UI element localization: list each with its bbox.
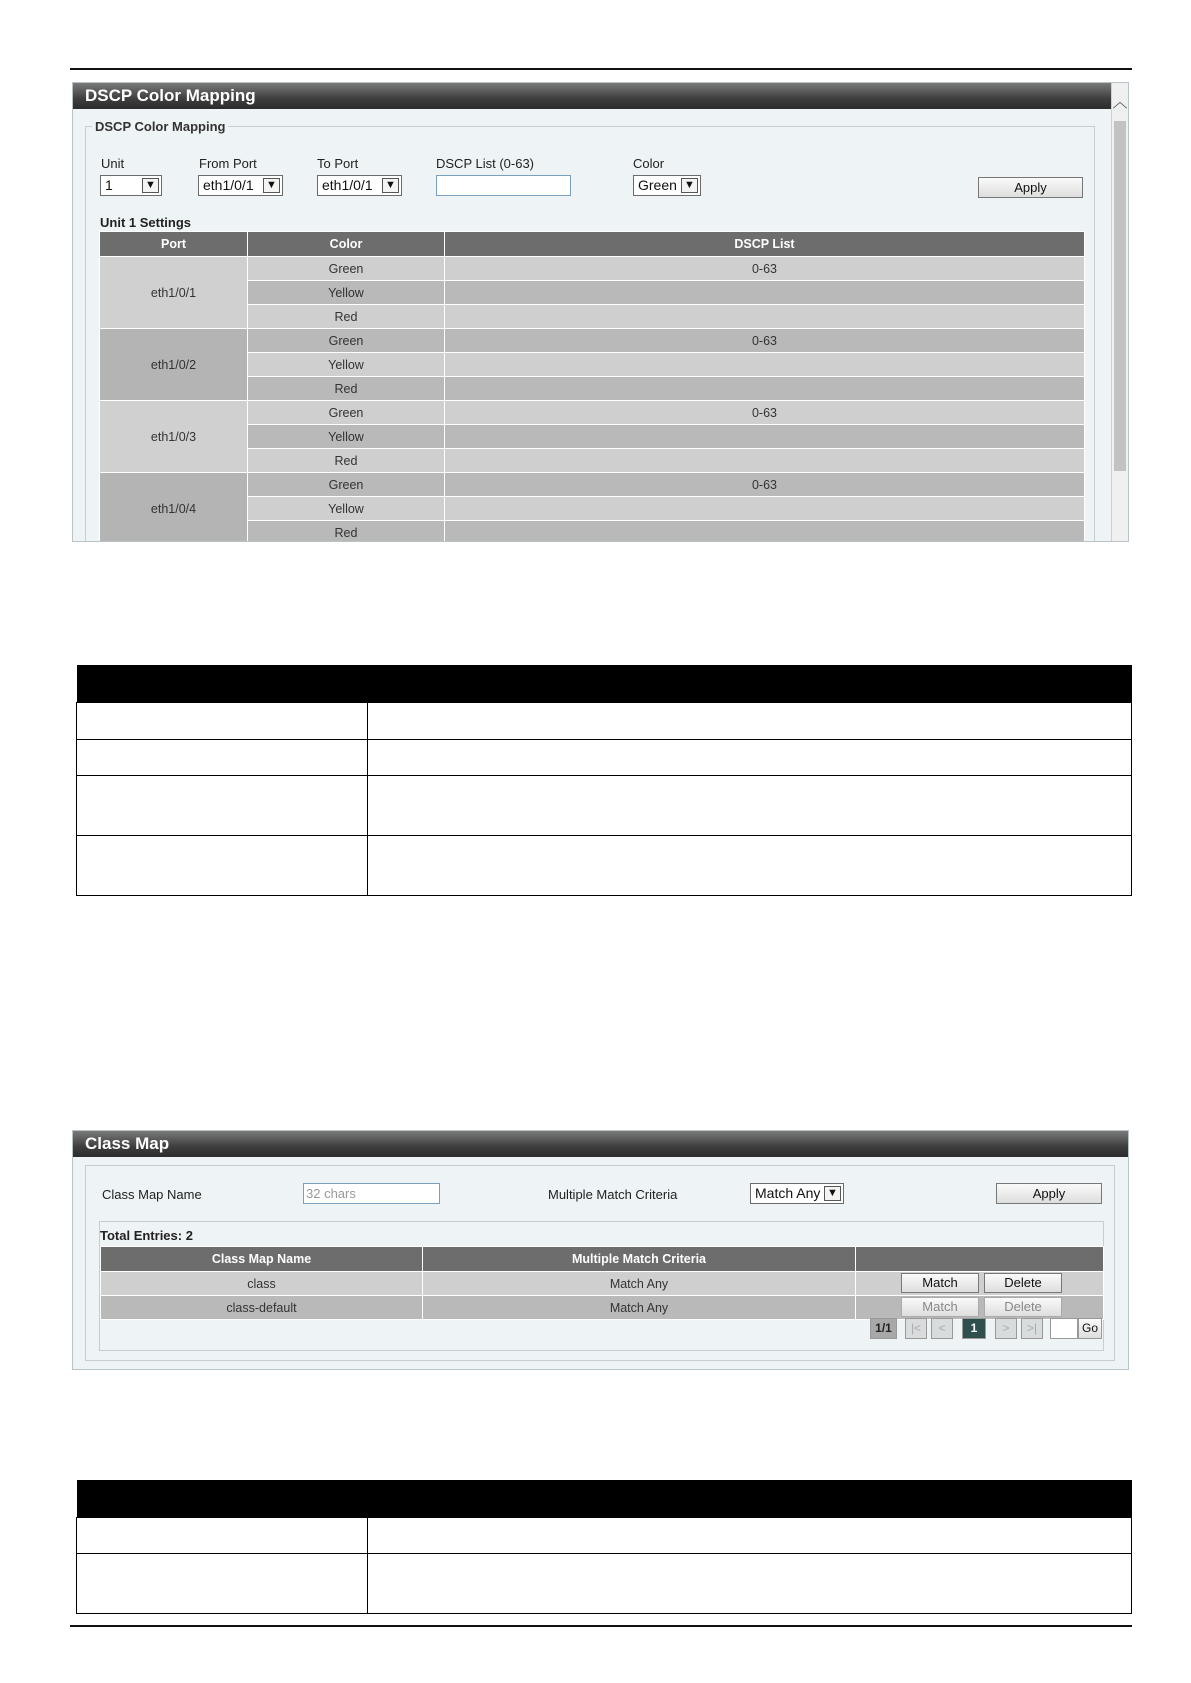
chevron-down-icon: ▼ [142, 178, 159, 193]
criteria-select-value: Match Any [755, 1185, 821, 1201]
dscp-cell [445, 377, 1085, 401]
multiple-match-criteria-label: Multiple Match Criteria [548, 1187, 678, 1202]
class-map-table [100, 1246, 1104, 1320]
dscp-cell [445, 305, 1085, 329]
dscp-cell [445, 281, 1085, 305]
chevron-down-icon: ▼ [681, 178, 698, 193]
class-map-name-cell: class [101, 1272, 423, 1296]
color-cell: Red [248, 377, 445, 401]
unit-select-value: 1 [105, 177, 113, 193]
criteria-cell: Match Any [423, 1296, 856, 1320]
from-port-select[interactable] [198, 175, 283, 196]
table-header-row [100, 232, 1085, 257]
table-row [100, 377, 1085, 401]
column-header-actions [856, 1247, 1104, 1272]
doc-row [77, 702, 1132, 739]
actions-cell [856, 1272, 1104, 1296]
apply-button[interactable]: Apply [978, 177, 1083, 198]
doc-row [77, 1553, 1132, 1613]
color-cell: Red [248, 305, 445, 329]
doc-row [77, 739, 1132, 775]
column-header-dscp-list: DSCP List [445, 232, 1085, 257]
apply-button[interactable]: Apply [996, 1183, 1102, 1204]
table-row [100, 257, 1085, 281]
doc-header-row [77, 665, 1132, 702]
class-map-name-cell: class-default [101, 1296, 423, 1320]
doc-row [77, 1517, 1132, 1553]
description-table-2 [76, 1480, 1132, 1614]
previous-page-button[interactable]: < [931, 1318, 953, 1339]
class-map-name-input[interactable]: 32 chars [303, 1183, 440, 1204]
multiple-match-criteria-select[interactable] [750, 1183, 844, 1204]
delete-button[interactable]: Delete [984, 1273, 1062, 1293]
go-to-page-input[interactable] [1050, 1318, 1078, 1339]
total-entries: Total Entries: 2 [100, 1228, 193, 1243]
next-page-button[interactable]: > [995, 1318, 1017, 1339]
table-row [100, 521, 1085, 543]
dscp-cell [445, 425, 1085, 449]
match-button[interactable]: Match [901, 1273, 979, 1293]
dscp-cell [445, 497, 1085, 521]
port-cell: eth1/0/1 [100, 257, 248, 329]
panel-title: DSCP Color Mapping [73, 83, 1128, 109]
color-cell: Green [248, 257, 445, 281]
column-header-multiple-match-criteria: Multiple Match Criteria [423, 1247, 856, 1272]
table-row [100, 449, 1085, 473]
dscp-color-mapping-panel [72, 82, 1129, 542]
table-row [100, 281, 1085, 305]
doc-header-row [77, 1480, 1132, 1517]
column-header-port: Port [100, 232, 248, 257]
chevron-down-icon: ▼ [824, 1186, 841, 1201]
color-cell: Yellow [248, 497, 445, 521]
chevron-down-icon: ▼ [382, 178, 399, 193]
to-port-value: eth1/0/1 [322, 177, 373, 193]
table-row [101, 1272, 1104, 1296]
color-label: Color [633, 156, 665, 171]
color-cell: Green [248, 401, 445, 425]
port-cell: eth1/0/4 [100, 473, 248, 543]
scroll-up-icon[interactable]: ︿ [1112, 94, 1128, 111]
table-row [100, 353, 1085, 377]
column-header-class-map-name: Class Map Name [101, 1247, 423, 1272]
table-header-row [101, 1247, 1104, 1272]
dscp-cell: 0-63 [445, 473, 1085, 497]
table-row [100, 497, 1085, 521]
color-cell: Green [248, 329, 445, 353]
class-map-panel [72, 1130, 1129, 1370]
panel-title: Class Map [73, 1131, 1128, 1157]
unit-select[interactable] [100, 175, 162, 196]
table-row [101, 1296, 1104, 1320]
table-row [100, 329, 1085, 353]
doc-row [77, 775, 1132, 835]
page-info: 1/1 [870, 1318, 897, 1339]
dscp-cell [445, 521, 1085, 543]
description-table [76, 665, 1132, 896]
table-row [100, 425, 1085, 449]
chevron-down-icon: ▼ [263, 178, 280, 193]
match-button: Match [901, 1297, 979, 1317]
dscp-cell [445, 449, 1085, 473]
color-cell: Red [248, 521, 445, 543]
color-cell: Yellow [248, 281, 445, 305]
dscp-cell: 0-63 [445, 329, 1085, 353]
scroll-thumb[interactable] [1114, 121, 1126, 471]
table-row [100, 401, 1085, 425]
vertical-scrollbar[interactable] [1111, 83, 1128, 541]
go-button[interactable]: Go [1078, 1318, 1102, 1339]
class-map-name-label: Class Map Name [102, 1187, 202, 1202]
unit-settings-caption: Unit 1 Settings [100, 215, 192, 230]
delete-button: Delete [984, 1297, 1062, 1317]
dscp-cell: 0-63 [445, 401, 1085, 425]
color-select-value: Green [638, 177, 677, 193]
from-port-value: eth1/0/1 [203, 177, 254, 193]
unit-label: Unit [101, 156, 125, 171]
to-port-select[interactable] [317, 175, 402, 196]
current-page-button[interactable]: 1 [962, 1318, 986, 1339]
criteria-cell: Match Any [423, 1272, 856, 1296]
column-header-color: Color [248, 232, 445, 257]
actions-cell [856, 1296, 1104, 1320]
port-cell: eth1/0/2 [100, 329, 248, 401]
to-port-label: To Port [317, 156, 359, 171]
color-select[interactable] [633, 175, 701, 196]
bottom-rule [70, 1625, 1132, 1627]
first-page-button[interactable]: |< [905, 1318, 927, 1339]
table-row [100, 305, 1085, 329]
color-cell: Yellow [248, 353, 445, 377]
from-port-label: From Port [199, 156, 257, 171]
top-rule [70, 68, 1132, 70]
dscp-cell: 0-63 [445, 257, 1085, 281]
table-row [100, 473, 1085, 497]
group-legend: DSCP Color Mapping [95, 119, 226, 134]
port-cell: eth1/0/3 [100, 401, 248, 473]
color-cell: Yellow [248, 425, 445, 449]
doc-row [77, 835, 1132, 895]
dscp-list-label: DSCP List (0-63) [436, 156, 535, 171]
dscp-list-input[interactable] [436, 175, 571, 196]
last-page-button[interactable]: >| [1021, 1318, 1043, 1339]
color-cell: Red [248, 449, 445, 473]
dscp-settings-table [99, 231, 1085, 542]
dscp-cell [445, 353, 1085, 377]
color-cell: Green [248, 473, 445, 497]
